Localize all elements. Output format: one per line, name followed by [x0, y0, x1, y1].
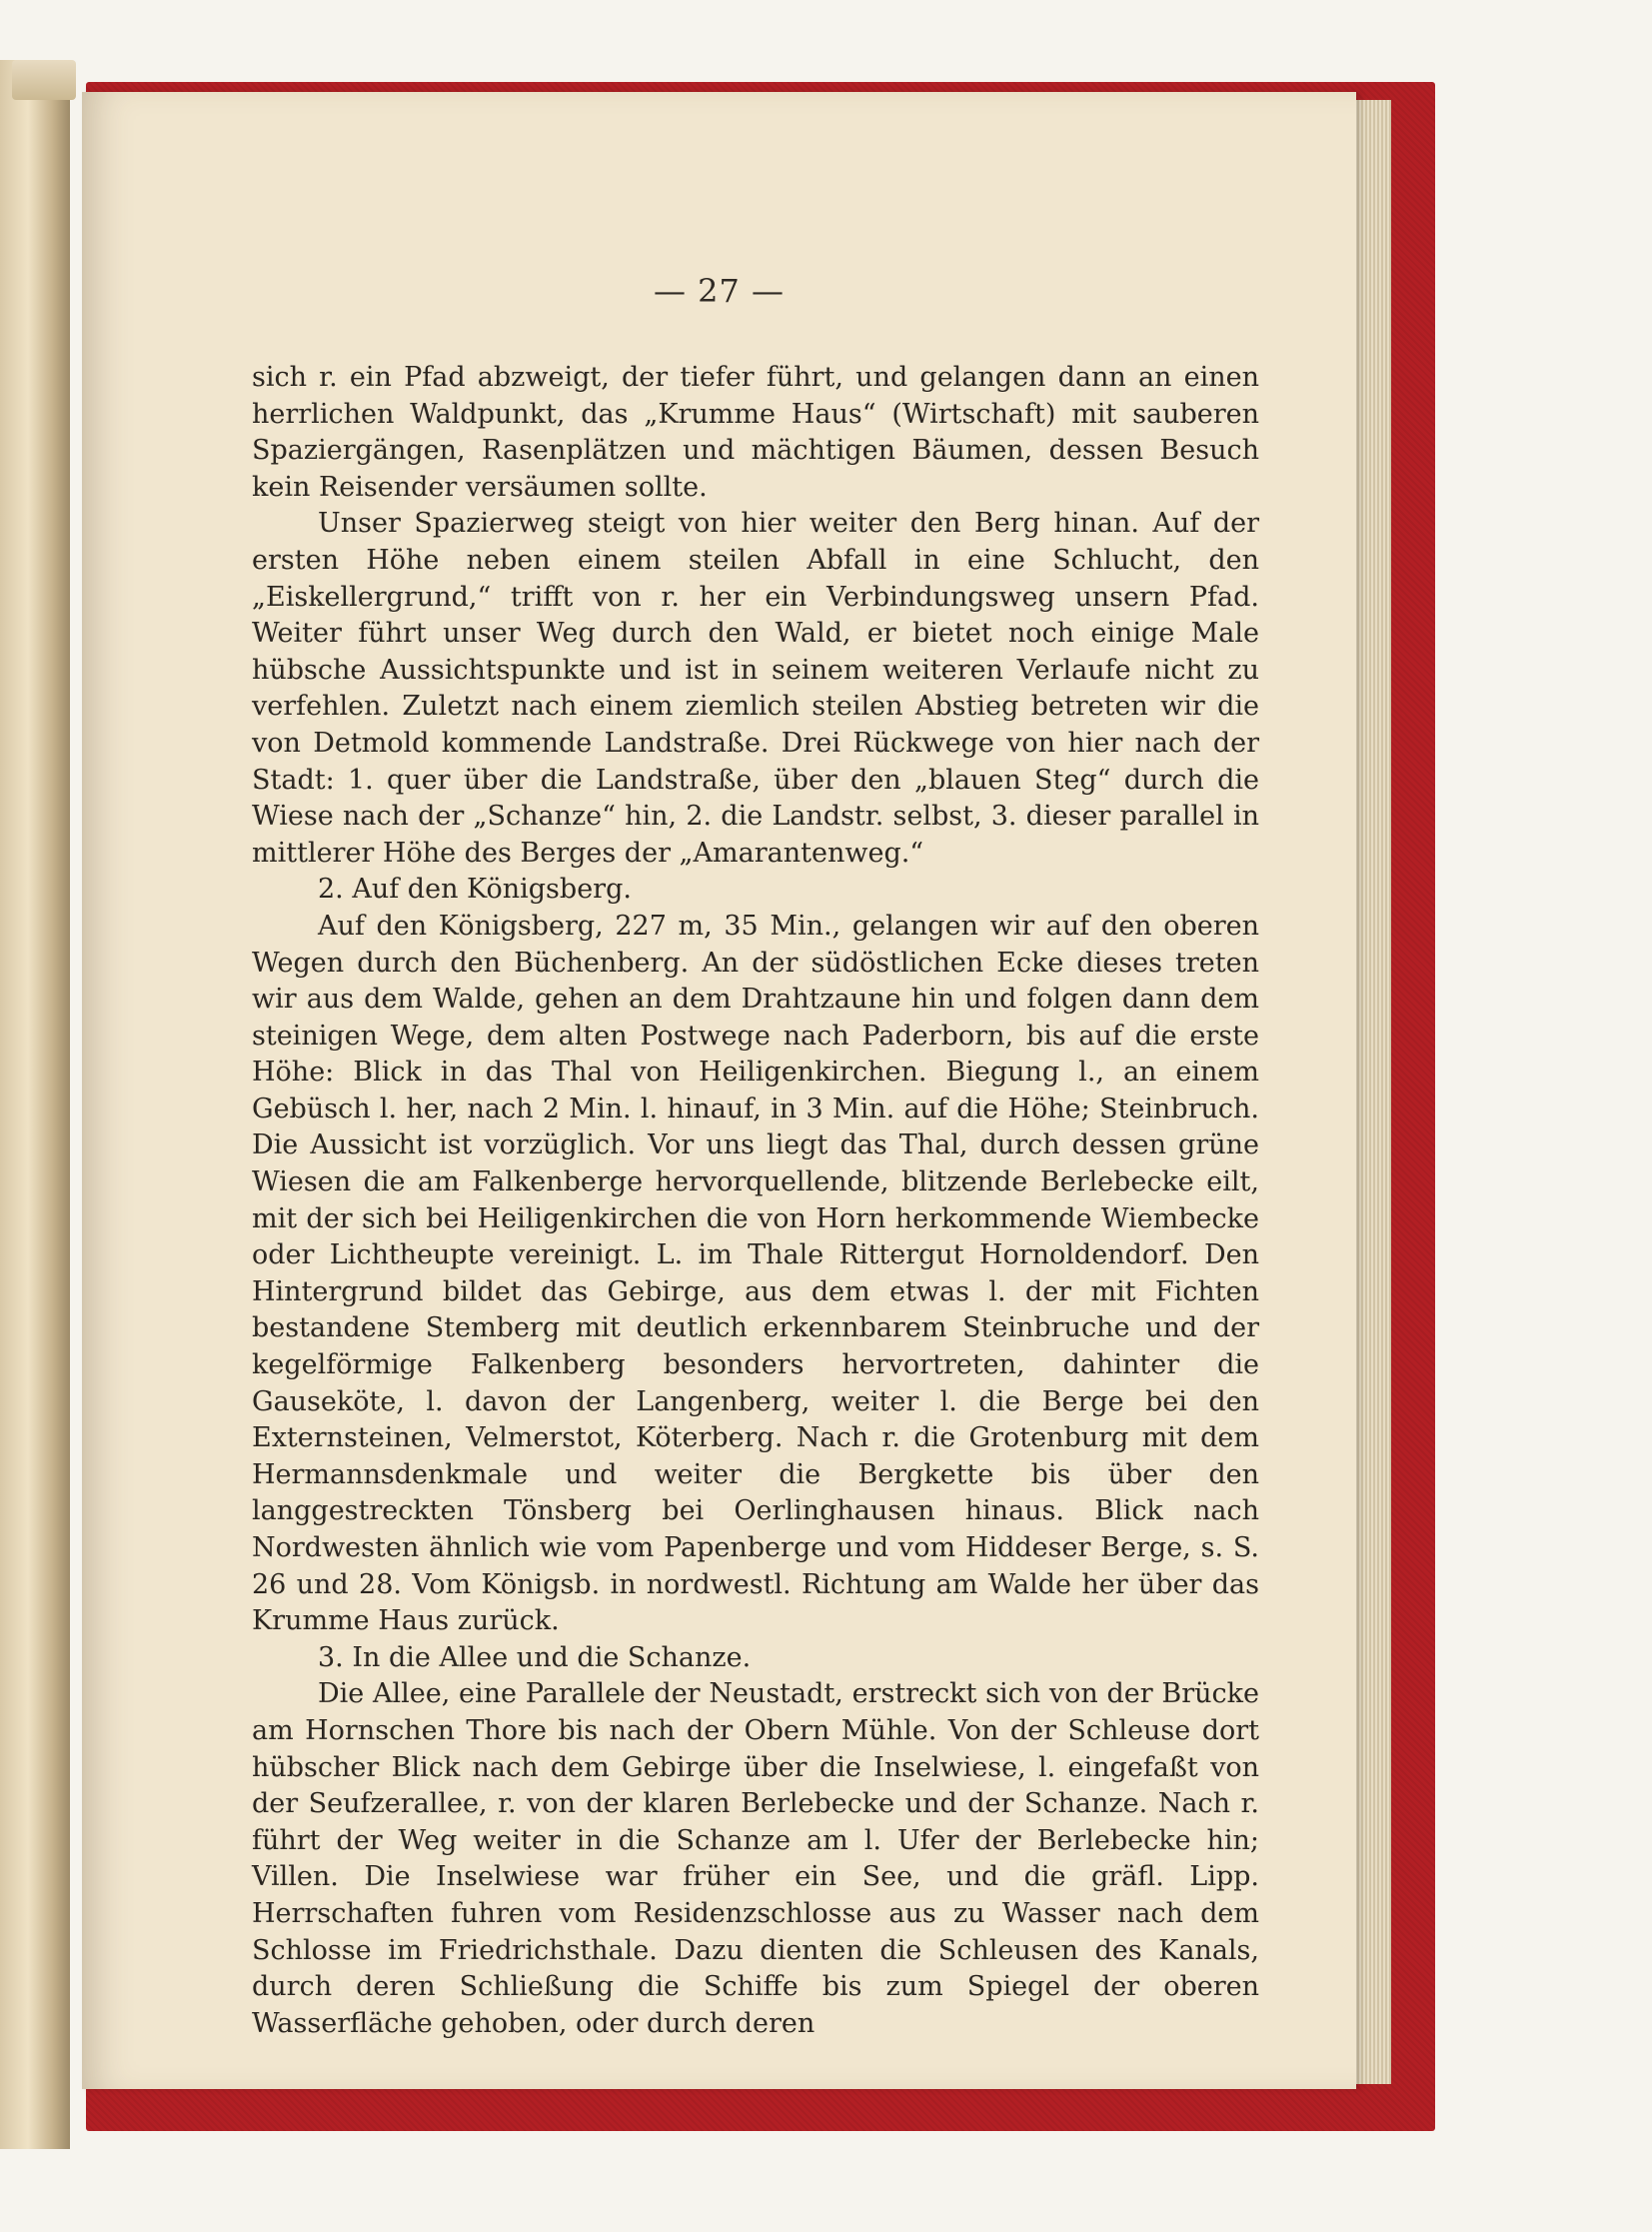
section-heading: 3. In die Allee und die Schanze.: [318, 1641, 752, 1673]
page-number-header: — 27 —: [653, 272, 786, 310]
section-heading: 2. Auf den Königsberg.: [318, 874, 632, 906]
paragraph: Die Allee, eine Parallele der Neustadt, erstreckt sich von der Brücke am Hornschen Thore bis nach der Obern Mühle. Von der Schleuse dort hübscher Blick nach dem Gebirge über die Inselwiese, l. eingefaßt von der Seufzerallee, r. von der klaren Berlebecke und der Schanze. Nach r. führt der Weg weiter in die Schanze am l. Ufer der Berlebecke hin; Villen. Die Inselwiese war früher ein See, und die gräfl. Lipp. Herrschaften fuhren vom Residenzschlosse aus zu Wasser nach dem Schlosse im Friedrichsthale. Dazu dienten die Schleusen des Kanals, durch deren Schließung die Schiffe bis zum Spiegel der oberen Wasserfläche gehoben, oder durch deren: [252, 1678, 1259, 2039]
left-page-edge: [0, 60, 70, 2149]
page-stack-edge: [1351, 100, 1391, 2084]
paragraph: Unser Spazierweg steigt von hier weiter den Berg hinan. Auf der ersten Höhe neben einem steilen Abfall in eine Schlucht, den „Eiskellergrund,“ trifft von r. her ein Verbindungsweg unsern Pfad. Weiter führt unser Weg durch den Wald, er bietet noch einige Male hübsche Aussichtspunkte und ist in seinem weiteren Verlaufe nicht zu verfehlen. Zuletzt nach einem ziemlich steilen Abstieg betreten wir die von Detmold kommende Landstraße. Drei Rückwege von hier nach der Stadt: 1. quer über die Landstraße, über den „blauen Steg“ durch die Wiese nach der „Schanze“ hin, 2. die Landstr. selbst, 3. dieser parallel in mittlerer Höhe des Berges der „Amarantenweg.“: [252, 508, 1259, 869]
body-text: [252, 360, 1259, 2042]
book-page: [82, 92, 1356, 2089]
paragraph: sich r. ein Pfad abzweigt, der tiefer führt, und gelangen dann an einen herrlichen Waldpunkt, das „Krumme Haus“ (Wirtschaft) mit sauberen Spaziergängen, Rasenplätzen und mächtigen Bäumen, dessen Besuch kein Reisender versäumen sollte.: [252, 362, 1259, 503]
paragraph: Auf den Königsberg, 227 m, 35 Min., gelangen wir auf den oberen Wegen durch den Büchenberg. An der südöstlichen Ecke dieses treten wir aus dem Walde, gehen an dem Drahtzaune hin und folgen dann dem steinigen Wege, dem alten Postwege nach Paderborn, bis auf die erste Höhe: Blick in das Thal von Heiligenkirchen. Biegung l., an einem Gebüsch l. her, nach 2 Min. l. hinauf, in 3 Min. auf die Höhe; Steinbruch. Die Aussicht ist vorzüglich. Vor uns liegt das Thal, durch dessen grüne Wiesen die am Falkenberge hervorquellende, blitzende Berlebecke eilt, mit der sich bei Heiligenkirchen die von Horn herkommende Wiembecke oder Lichtheupte vereinigt. L. im Thale Rittergut Hornoldendorf. Den Hintergrund bildet das Gebirge, aus dem etwas l. der mit Fichten bestandene Stemberg mit deutlich erkennbarem Steinbruche und der kegelförmige Falkenberg besonders hervortreten, dahinter die Gauseköte, l. davon der Langenberg, weiter l. die Berge bei den Externsteinen, Velmerstot, Köterberg. Nach r. die Grotenburg mit dem Hermannsdenkmale und weiter die Bergkette bis über den langgestreckten Tönsberg bei Oerlinghausen hinaus. Blick nach Nordwesten ähnlich wie vom Papenberge und vom Hiddeser Berge, s. S. 26 und 28. Vom Königsb. in nordwestl. Richtung am Walde her über das Krumme Haus zurück.: [252, 910, 1259, 1637]
bookmark-ribbon: [12, 60, 76, 100]
